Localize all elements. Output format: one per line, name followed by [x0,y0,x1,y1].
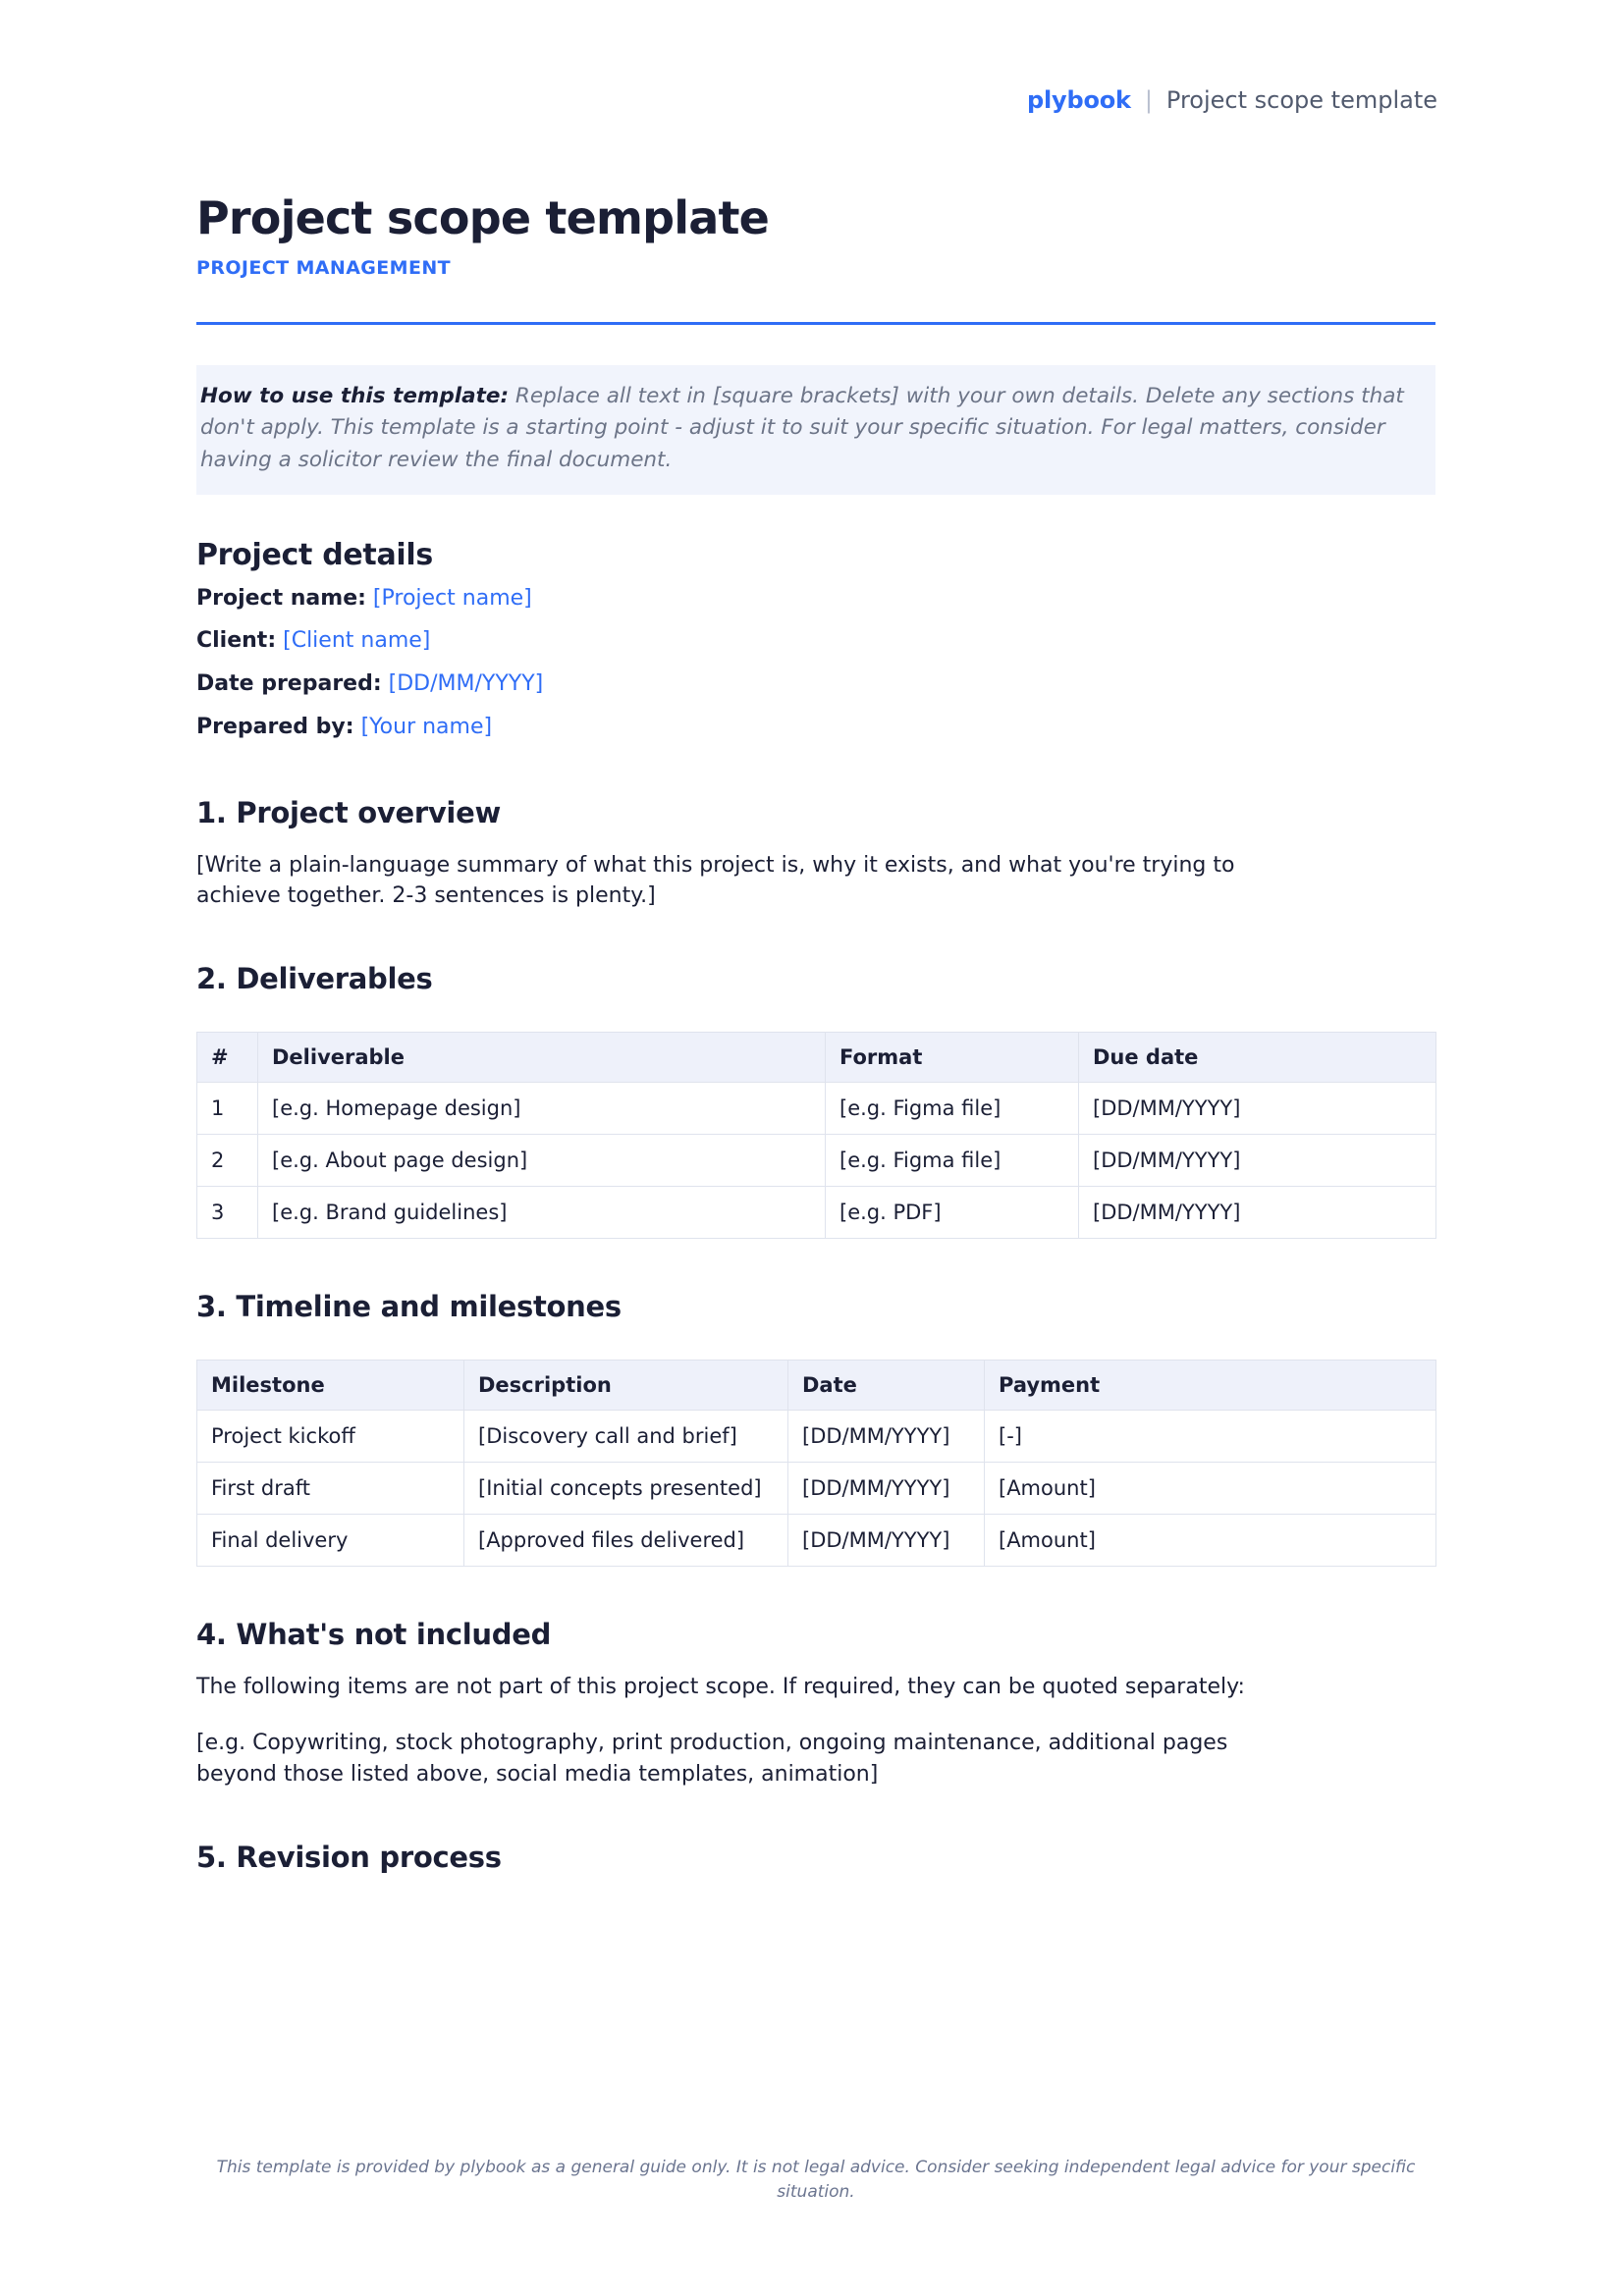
callout-lead-label: How to use this template: [200,383,510,408]
detail-row-project-name [196,582,1435,616]
cell-description[interactable]: [Approved files delivered] [464,1515,788,1567]
section-heading-deliverables: 2. Deliverables [196,962,433,996]
detail-label: Prepared by: [196,714,354,739]
how-to-use-callout [196,365,1435,495]
column-header-format: Format [826,1033,1079,1083]
cell-payment[interactable]: [Amount] [985,1463,1436,1515]
table-header-row [197,1361,1436,1411]
timeline-milestones-table [196,1360,1436,1567]
category-eyebrow: PROJECT MANAGEMENT [196,256,452,279]
detail-value[interactable]: [DD/MM/YYYY] [388,671,544,697]
not-included-examples-text: [e.g. Copywriting, stock photography, print production, ongoing maintenance, additional pages beyond those listed above, social media templates, animation] [196,1731,1228,1787]
cell-deliverable[interactable]: [e.g. About page design] [258,1135,826,1187]
header-document-label: Project scope template [1165,86,1437,114]
cell-milestone[interactable]: Final delivery [197,1515,464,1567]
detail-value[interactable]: [Your name] [360,714,493,739]
detail-row-date-prepared [196,667,1435,702]
cell-deliverable[interactable]: [e.g. Brand guidelines] [258,1187,826,1239]
cell-format[interactable]: [e.g. Figma file] [826,1083,1079,1135]
deliverables-table [196,1032,1436,1239]
cell-milestone[interactable]: First draft [197,1463,464,1515]
detail-label: Project name: [196,585,366,611]
cell-payment[interactable]: [-] [985,1411,1436,1463]
table-row [197,1463,1436,1515]
project-details-list [196,582,1435,745]
detail-row-client [196,624,1435,659]
cell-due-date[interactable]: [DD/MM/YYYY] [1079,1083,1436,1135]
column-header-deliverable: Deliverable [258,1033,826,1083]
cell-format[interactable]: [e.g. PDF] [826,1187,1079,1239]
cell-date[interactable]: [DD/MM/YYYY] [788,1515,985,1567]
cell-description[interactable]: [Discovery call and brief] [464,1411,788,1463]
cell-deliverable[interactable]: [e.g. Homepage design] [258,1083,826,1135]
section-heading-not-included: 4. What's not included [196,1618,552,1652]
cell-description[interactable]: [Initial concepts presented] [464,1463,788,1515]
table-row [197,1187,1436,1239]
column-header-description: Description [464,1361,788,1411]
brand-logo-text[interactable]: plybook [1027,86,1131,114]
table-row [197,1083,1436,1135]
column-header-number: # [197,1033,258,1083]
cell-date[interactable]: [DD/MM/YYYY] [788,1411,985,1463]
project-overview-text: [Write a plain-language summary of what this project is, why it exists, and what you're trying to achieve together. 2-3 sentences is plenty.] [196,852,1235,908]
detail-value[interactable]: [Project name] [372,585,532,611]
column-header-date: Date [788,1361,985,1411]
cell-number[interactable]: 3 [197,1187,258,1239]
callout-text: Replace all text in [square brackets] with your own details. Delete any sections that don't apply. This template is a starting point - adjust it to suit your specific situation. For legal matters, consider having a solicitor review the final document. [200,383,1404,473]
section-heading-project-overview: 1. Project overview [196,795,501,829]
cell-due-date[interactable]: [DD/MM/YYYY] [1079,1187,1436,1239]
cell-due-date[interactable]: [DD/MM/YYYY] [1079,1135,1436,1187]
cell-date[interactable]: [DD/MM/YYYY] [788,1463,985,1515]
section-heading-timeline: 3. Timeline and milestones [196,1290,622,1324]
table-row [197,1411,1436,1463]
page-footer-disclaimer: This template is provided by plybook as a general guide only. It is not legal advice. Consider seeking independent legal advice for your specific situation. [216,2158,1416,2202]
column-header-milestone: Milestone [197,1361,464,1411]
not-included-intro-text: The following items are not part of this project scope. If required, they can be quoted separately: [196,1675,1245,1700]
detail-value[interactable]: [Client name] [283,628,431,654]
project-details-heading: Project details [196,537,433,572]
table-row [197,1135,1436,1187]
header-separator: | [1144,86,1153,114]
column-header-payment: Payment [985,1361,1436,1411]
detail-label: Date prepared: [196,671,382,697]
cell-payment[interactable]: [Amount] [985,1515,1436,1567]
table-header-row [197,1033,1436,1083]
cell-format[interactable]: [e.g. Figma file] [826,1135,1079,1187]
cell-number[interactable]: 2 [197,1135,258,1187]
table-row [197,1515,1436,1567]
column-header-due-date: Due date [1079,1033,1436,1083]
title-divider [196,322,1435,325]
detail-label: Client: [196,628,277,654]
detail-row-prepared-by [196,711,1435,745]
cell-number[interactable]: 1 [197,1083,258,1135]
page-title: Project scope template [196,191,770,244]
document-content [196,0,1435,1874]
cell-milestone[interactable]: Project kickoff [197,1411,464,1463]
section-heading-revision-process: 5. Revision process [196,1840,502,1874]
